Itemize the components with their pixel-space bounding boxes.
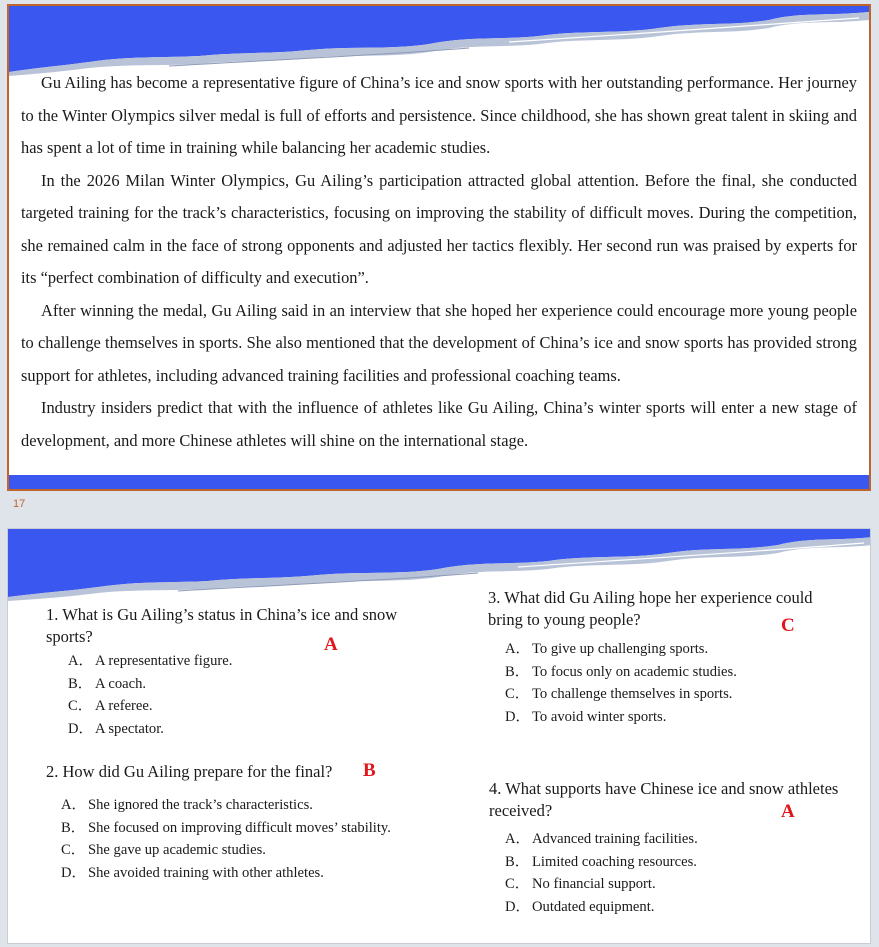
question-1-answer: A <box>324 634 338 655</box>
option-b[interactable]: B． Limited coaching resources. <box>505 853 697 870</box>
passage-paragraph: Industry insiders predict that with the influence of athletes like Gu Ailing, China’s winter sports will enter a new stage of development, and more Chinese athletes will shine on the international stage. <box>21 398 857 450</box>
slide-number: 17 <box>13 498 26 510</box>
option-d[interactable]: D． A spectator. <box>68 720 164 737</box>
question-4-text: 4. What supports have Chinese ice and snow athletes received? <box>489 779 839 820</box>
option-d[interactable]: D． She avoided training with other athletes. <box>61 864 324 881</box>
passage-paragraph: In the 2026 Milan Winter Olympics, Gu Ailing’s participation attracted global attention. Before the final, she conducted targeted training for the track’s characteristics, focusing on improving the stability of difficult moves. During the competition, she remained calm in the face of strong opponents and adjusted her tactics flexibly. Her second run was praised by experts for its “perfect combination of difficulty and execution”. <box>21 170 857 287</box>
option-c[interactable]: C． To challenge themselves in sports. <box>505 686 733 702</box>
option-d[interactable]: D． Outdated equipment. <box>505 898 655 915</box>
passage-paragraph: Gu Ailing has become a representative figure of China’s ice and snow sports with her outstanding performance. Her journey to the Winter Olympics silver medal is full of efforts and persistence. Since childhood, she has shown great talent in skiing and has spent a lot of time in training while balancing her academic studies. <box>21 73 857 157</box>
option-a[interactable]: A． Advanced training facilities. <box>505 831 698 847</box>
question-3-options <box>505 638 737 728</box>
option-b[interactable]: B． A coach. <box>68 675 147 692</box>
option-b[interactable]: B． She focused on improving difficult moves’ stability. <box>61 819 391 836</box>
option-a[interactable]: A． She ignored the track’s characteristics. <box>61 797 313 813</box>
passage-slide <box>7 4 871 491</box>
question-2-options <box>61 794 391 884</box>
option-c[interactable]: C． A referee. <box>68 698 153 714</box>
question-4-options <box>505 828 698 918</box>
option-a[interactable]: A． To give up challenging sports. <box>505 641 709 657</box>
question-4-answer: A <box>781 801 795 822</box>
question-3-text: 3. What did Gu Ailing hope her experience could bring to young people? <box>488 588 813 629</box>
option-d[interactable]: D． To avoid winter sports. <box>505 708 667 725</box>
question-2-answer: B <box>363 760 376 781</box>
question-3-answer: C <box>781 615 795 636</box>
reading-passage <box>21 67 857 457</box>
questions-slide <box>7 528 871 944</box>
bottom-blue-bar <box>9 475 869 489</box>
question-1-text: 1. What is Gu Ailing’s status in China’s ice and snow sports? <box>46 605 398 646</box>
question-2-text: 2. How did Gu Ailing prepare for the final? <box>46 762 333 781</box>
question-1-options <box>68 650 232 740</box>
option-c[interactable]: C． She gave up academic studies. <box>61 842 266 858</box>
passage-paragraph: After winning the medal, Gu Ailing said in an interview that she hoped her experience could encourage more young people to challenge themselves in sports. She also mentioned that the development of China’s ice and snow sports has provided strong support for athletes, including advanced training facilities and professional coaching teams. <box>21 300 857 385</box>
option-b[interactable]: B． To focus only on academic studies. <box>505 663 737 680</box>
option-a[interactable]: A． A representative figure. <box>68 653 233 669</box>
option-c[interactable]: C． No financial support. <box>505 876 656 892</box>
